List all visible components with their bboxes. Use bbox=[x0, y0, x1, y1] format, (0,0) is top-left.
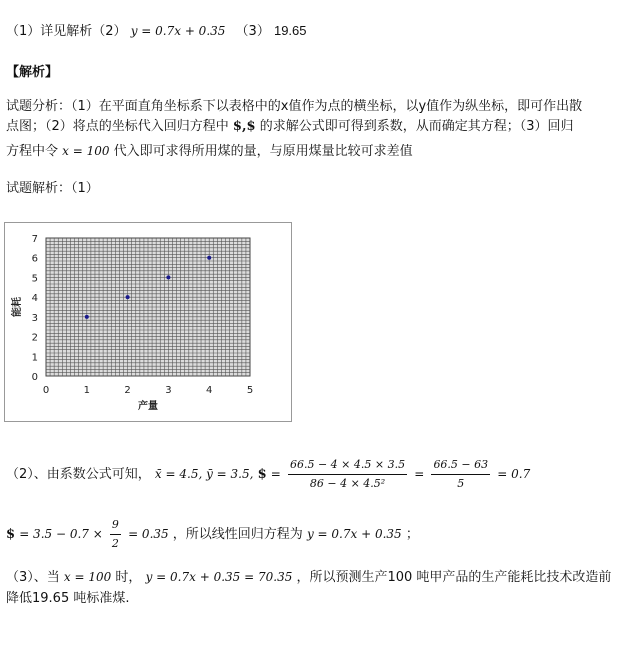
analysis-line-3 bbox=[6, 142, 413, 161]
fraction-2-numerator: 66.5 − 63 bbox=[431, 456, 490, 475]
data-point bbox=[126, 295, 130, 299]
fraction-1-numerator: 66.5 − 4 × 4.5 × 3.5 bbox=[288, 456, 407, 475]
fraction-1-denominator: 86 − 4 × 4.5² bbox=[309, 477, 386, 490]
answer-part3: （3） bbox=[235, 24, 270, 39]
part2b-tail: ； bbox=[405, 527, 419, 542]
part3-mid: 时， bbox=[115, 570, 142, 585]
answer-equation: y = 0.7x + 0.35 bbox=[130, 24, 226, 38]
analysis-line-2 bbox=[6, 118, 573, 136]
answer-line bbox=[6, 22, 307, 41]
y-tick-label: 5 bbox=[31, 273, 38, 285]
analysis-line-2-end: 的求解公式即可得到系数，从而确定其方程；（3）回归 bbox=[259, 119, 574, 134]
analysis-line-3-start: 方程中令 bbox=[6, 144, 59, 159]
part3-text: ，所以预测生产100 吨甲产品的生产能耗比技术改造前 bbox=[296, 570, 612, 585]
fraction-2 bbox=[431, 456, 490, 493]
part2-line: （2）、由系数公式可知， x̄ = 4.5, ȳ = 3.5, $ = $\frac{66.5 - 4 \times 4.5 \times 3.5}{\text{86 − 4 × 4.5²}}$ = $\frac{66.5 - 63}{5}$ = 0.7 bbox=[6, 456, 530, 493]
a-equation-start: = 3.5 − 0.7 × bbox=[19, 527, 103, 541]
b-hat-symbol: $ bbox=[257, 467, 267, 482]
analysis-line-2-start: 点图；（2）将点的坐标代入回归方程中 bbox=[6, 119, 229, 134]
y-tick-label: 7 bbox=[31, 234, 38, 245]
data-point bbox=[85, 315, 89, 319]
part3-equation: y = 0.7x + 0.35 = 70.35 bbox=[145, 570, 293, 584]
x-tick-label: 3 bbox=[165, 385, 172, 396]
part3-line-2: 降低19.65 吨标准煤. bbox=[6, 591, 130, 606]
y-tick-label: 4 bbox=[31, 293, 38, 305]
x-tick-label: 1 bbox=[83, 385, 90, 396]
y-tick-label: 3 bbox=[31, 312, 38, 324]
part3-prefix: （3）、当 bbox=[6, 570, 60, 585]
y-tick-label: 6 bbox=[31, 253, 38, 265]
a-equation-end: = 0.35 bbox=[128, 527, 169, 541]
data-point bbox=[207, 256, 211, 260]
part2b-line bbox=[6, 516, 419, 553]
coefficient-symbols: $,$ bbox=[232, 119, 256, 134]
a-hat-symbol: $ bbox=[6, 527, 16, 542]
data-point bbox=[166, 275, 170, 279]
solution-header: 试题解析：（1） bbox=[6, 181, 99, 196]
analysis-header: 【解析】 bbox=[6, 65, 59, 80]
x-axis-label: 产量 bbox=[138, 401, 158, 412]
means-equation: x̄ = 4.5, ȳ = 3.5, bbox=[154, 467, 254, 481]
analysis-line-1: 试题分析：（1）在平面直角坐标系下以表格中的x值作为点的横坐标，以y值作为纵坐标，即可作出散 bbox=[6, 99, 583, 114]
y-tick-label: 2 bbox=[31, 332, 38, 344]
fraction-1 bbox=[288, 456, 407, 493]
x-tick-label: 4 bbox=[206, 385, 213, 396]
part3-line-1 bbox=[6, 568, 611, 587]
regression-equation: y = 0.7x + 0.35 bbox=[306, 527, 402, 541]
y-tick-label: 0 bbox=[31, 372, 38, 383]
fraction-3-numerator: 9 bbox=[110, 516, 121, 535]
analysis-x-condition: x = 100 bbox=[62, 144, 110, 158]
x-tick-label: 0 bbox=[42, 385, 50, 396]
answer-part1: （1）详见解析（2） bbox=[6, 24, 127, 39]
y-axis-label: 能耗 bbox=[12, 297, 23, 317]
fraction-3-denominator: 2 bbox=[111, 537, 119, 550]
part2b-text: ，所以线性回归方程为 bbox=[172, 527, 303, 542]
part3-condition: x = 100 bbox=[63, 570, 112, 584]
analysis-line-3-end: 代入即可求得所用煤的量，与原用煤量比较可求差值 bbox=[113, 144, 413, 159]
fraction-2-denominator: 5 bbox=[457, 477, 465, 490]
x-tick-label: 2 bbox=[124, 385, 131, 396]
b-result: = 0.7 bbox=[497, 467, 531, 481]
fraction-3 bbox=[110, 516, 121, 553]
answer-value: 19.65 bbox=[273, 23, 307, 38]
scatter-chart bbox=[4, 222, 292, 422]
y-tick-label: 1 bbox=[31, 352, 38, 364]
part2-prefix: （2）、由系数公式可知， bbox=[6, 467, 151, 482]
x-tick-label: 5 bbox=[246, 385, 254, 396]
